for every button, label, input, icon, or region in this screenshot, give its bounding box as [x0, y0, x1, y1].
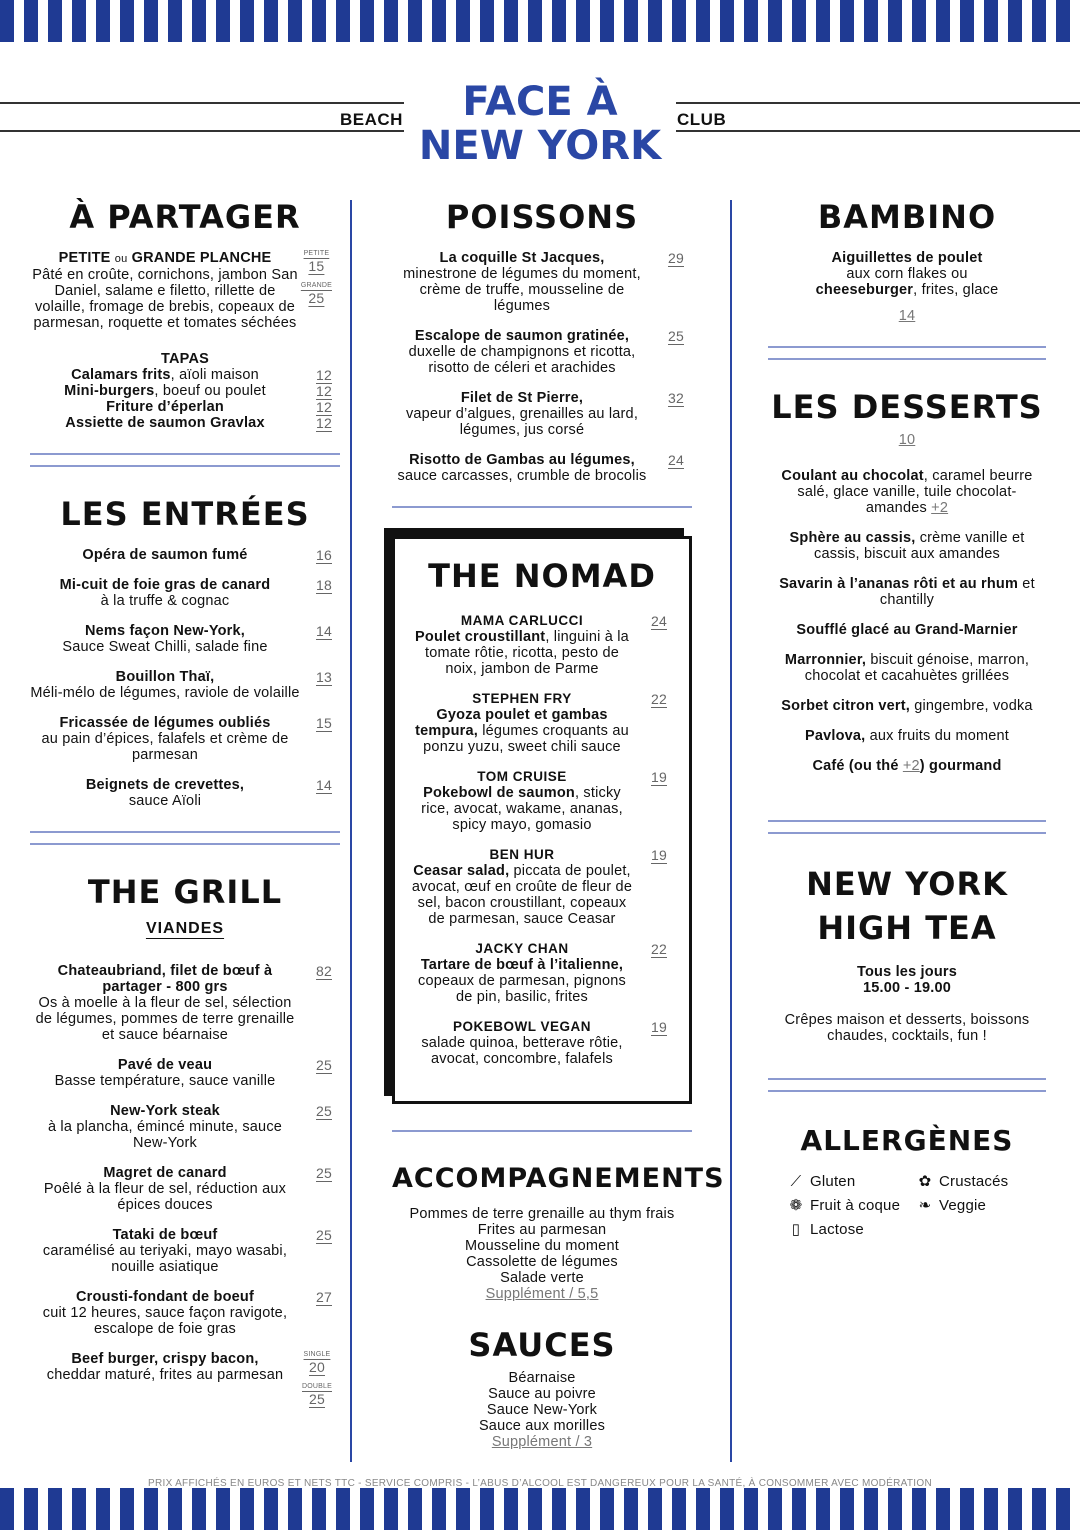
item-desc: minestrone de légumes du moment, crème de truffe, mousseline de légumes [403, 266, 641, 314]
nomad-name: Tartare de bœuf à l’italienne, [420, 957, 624, 973]
tapas-line [30, 399, 300, 415]
petite-price: 15 [308, 258, 325, 274]
hightea-hours: 15.00 - 19.00 [862, 980, 952, 996]
nomad-label: POKEBOWL VEGAN [452, 1019, 591, 1034]
item-desc: Poêlé à la fleur de sel, réduction aux épices douces [43, 1181, 287, 1213]
hightea-title1: NEW YORK [806, 865, 1008, 903]
item-desc: à la truffe & cognac [100, 593, 230, 609]
nomad-item [409, 847, 675, 927]
nomad-desc-line [409, 629, 635, 677]
nomad-desc-line [409, 785, 635, 833]
item-name: Risotto de Gambas au légumes, [409, 452, 635, 468]
allergene-label: Crustacés [939, 1173, 1009, 1190]
item-price: 16 [316, 547, 332, 563]
nomad-item [409, 769, 675, 833]
item-name: Magret de canard [103, 1165, 227, 1181]
allergene-item [917, 1198, 1046, 1214]
grande-label: GRANDE [300, 282, 332, 289]
nomad-box [392, 536, 692, 1104]
item-price: 25 [316, 1103, 332, 1119]
menu-item [30, 577, 340, 609]
burger-prices [302, 1351, 332, 1407]
item-price: 22 [651, 691, 667, 707]
column-right [768, 198, 1046, 1238]
item-price: 25 [316, 1165, 332, 1181]
header-line [0, 102, 404, 104]
item-name: Pavé de veau [117, 1057, 213, 1073]
item-price: 14 [316, 623, 332, 639]
section-title-nomad: THE NOMAD [428, 557, 656, 595]
menu-item [30, 1103, 340, 1151]
item-name: New-York steak [110, 1103, 220, 1119]
nomad-item [409, 1019, 675, 1067]
item-price: 13 [316, 669, 332, 685]
nomad-item [409, 941, 675, 1005]
bambino-name2: cheeseburger [815, 282, 914, 298]
dessert-name: Coulant au chocolat [781, 468, 924, 484]
section-separator [30, 831, 340, 845]
hightea-title2: HIGH TEA [817, 909, 997, 947]
dessert-item [768, 468, 1046, 516]
dessert-item [768, 698, 1046, 714]
allergene-label: Fruit à coque [810, 1197, 901, 1214]
top-stripe-border [0, 0, 1080, 42]
nomad-name: Poulet croustillant [415, 629, 546, 645]
item-price: 15 [316, 715, 332, 731]
dessert-desc: aux fruits du moment [865, 728, 1010, 744]
dessert-desc: crème vanille et cassis, biscuit aux amandes [814, 530, 1025, 562]
sauces-supplement: Supplément / 3 [491, 1434, 593, 1450]
poissons-list [392, 250, 692, 484]
header-line [676, 130, 1080, 132]
item-name: Filet de St Pierre, [460, 390, 584, 406]
cafe-gourmand [768, 758, 1046, 774]
allergene-label: Gluten [810, 1173, 856, 1190]
item-name: Mi-cuit de foie gras de canard [59, 577, 271, 593]
nomad-label: MAMA CARLUCCI [460, 613, 584, 628]
item-price: 22 [651, 941, 667, 957]
double-price: 25 [309, 1391, 325, 1407]
section-title-entrees: LES ENTRÉES [60, 495, 310, 533]
section-separator [768, 820, 1046, 834]
item-desc: duxelle de champignons et ricotta, risotto de céleri et arachides [408, 344, 636, 376]
column-middle [392, 198, 725, 1450]
tapas-desc: , boeuf ou poulet [154, 383, 266, 399]
menu-item [30, 1165, 340, 1213]
single-label: SINGLE [303, 1351, 331, 1358]
item-desc: caramélisé au teriyaki, mayo wasabi, nouille asiatique [42, 1243, 288, 1275]
menu-item [30, 1057, 340, 1089]
item-price: 12 [316, 399, 332, 415]
list-item: Salade verte [500, 1270, 584, 1286]
allergene-label: Lactose [810, 1221, 864, 1238]
tapas-desc: , aïoli maison [170, 367, 259, 383]
item-price: 19 [651, 769, 667, 785]
item-desc: cuit 12 heures, sauce façon ravigote, escalope de foie gras [42, 1305, 288, 1337]
section-separator [30, 453, 340, 467]
nomad-desc-line [409, 957, 635, 1005]
nomad-desc-line [409, 1035, 635, 1067]
item-name: Nems façon New-York, [84, 623, 246, 639]
item-price: 25 [668, 328, 684, 344]
section-title-allergenes: ALLERGÈNES [800, 1124, 1014, 1157]
item-name: La coquille St Jacques, [439, 250, 605, 266]
menu-item [392, 328, 692, 376]
menu-item [30, 623, 340, 655]
dessert-desc: et chantilly [879, 576, 1035, 608]
hightea-days: Tous les jours [856, 964, 958, 980]
item-price: 32 [668, 390, 684, 406]
menu-item [30, 1289, 340, 1337]
dessert-item [768, 728, 1046, 744]
menu-item [392, 390, 692, 438]
nomad-desc: piccata de poulet, avocat, œuf en croûte de fleur de sel, bacon croustillant, copeaux de parmesan, sauce Ceasar [411, 863, 633, 927]
nomad-label: JACKY CHAN [475, 941, 569, 956]
header-line [0, 130, 404, 132]
item-price: 29 [668, 250, 684, 266]
menu-item [30, 777, 340, 809]
menu-item-planche [30, 250, 340, 331]
item-name: Bouillon Thaï, [115, 669, 215, 685]
desserts-price: 10 [898, 432, 916, 448]
column-divider [350, 200, 352, 1462]
item-price: 24 [668, 452, 684, 468]
brand-logo [405, 80, 675, 168]
menu-item [392, 250, 692, 314]
nomad-item [409, 691, 675, 755]
item-price: 24 [651, 613, 667, 629]
double-label: DOUBLE [302, 1383, 332, 1390]
dessert-name: Sorbet citron vert, [781, 698, 910, 714]
tapas-name: Friture d’éperlan [106, 399, 224, 415]
tapas-item [30, 383, 340, 399]
nomad-desc: légumes croquants au ponzu yuzu, sweet chili sauce [423, 723, 629, 755]
nomad-desc: copeaux de parmesan, pignons de pin, basilic, frites [418, 973, 626, 1005]
cafe-text-a: Café (ou thé [812, 758, 903, 774]
allergene-item [788, 1174, 917, 1190]
bambino-price: 14 [898, 308, 916, 324]
item-desc: au pain d’épices, falafels et crème de parmesan [41, 731, 289, 763]
gluten-icon: ⟋ [790, 1173, 802, 1190]
grill-subtitle: VIANDES [145, 920, 225, 937]
menu-item [30, 715, 340, 763]
hightea-desc: Crêpes maison et desserts, boissons chaudes, cocktails, fun ! [784, 1012, 1030, 1044]
nomad-list [409, 613, 675, 1067]
menu-item [30, 669, 340, 701]
item-name: Escalope de saumon gratinée, [414, 328, 630, 344]
column-divider [730, 200, 732, 1462]
allergene-label: Veggie [939, 1197, 987, 1214]
bambino-desc2: , frites, glace [913, 282, 999, 298]
allergenes-list [768, 1174, 1046, 1238]
list-item: Mousseline du moment [465, 1238, 619, 1254]
bambino-desc1: aux corn flakes ou [846, 266, 968, 282]
nomad-label: TOM CRUISE [477, 769, 567, 784]
dessert-desc: , caramel beurre salé, glace vanille, tuile chocolat-amandes [797, 468, 1033, 516]
item-name: Fricassée de légumes oubliés [59, 715, 271, 731]
list-item: Pommes de terre grenaille au thym frais [409, 1206, 675, 1222]
desserts-list [768, 468, 1046, 744]
dessert-item [768, 530, 1046, 562]
section-title-sauces: SAUCES [468, 1326, 616, 1364]
nomad-item [409, 613, 675, 677]
tapas-title: TAPAS [161, 351, 209, 367]
grill-list [30, 963, 340, 1337]
tapas-item [30, 399, 340, 415]
tapas-line [30, 415, 300, 431]
item-price: 14 [316, 777, 332, 793]
tapas-item [30, 367, 340, 383]
nomad-desc: salade quinoa, betterave rôtie, avocat, concombre, falafels [421, 1035, 623, 1067]
accompagnements-supplement: Supplément / 5,5 [485, 1286, 599, 1302]
crustaces-icon: ✿ [918, 1173, 932, 1190]
nomad-desc: , sticky rice, avocat, wakame, ananas, spicy mayo, gomasio [421, 785, 623, 833]
petite-label: PETITE [303, 250, 330, 257]
nomad-name: Ceasar salad, [413, 863, 510, 879]
item-desc: Basse température, sauce vanille [54, 1073, 276, 1089]
item-price: 27 [316, 1289, 332, 1305]
dessert-extra: +2 [931, 500, 949, 516]
planche-grande: GRANDE PLANCHE [131, 250, 272, 266]
item-desc: Méli-mélo de légumes, raviole de volaille [30, 685, 300, 701]
item-desc: sauce Aïoli [128, 793, 202, 809]
section-title-grill: THE GRILL [87, 873, 283, 911]
section-title-hightea [768, 862, 1046, 950]
veggie-icon: ❧ [918, 1197, 932, 1214]
tapas-item [30, 415, 340, 431]
section-separator [392, 1130, 692, 1132]
item-name: Opéra de saumon fumé [82, 547, 248, 563]
nomad-desc-line [409, 863, 635, 927]
item-price: 19 [651, 847, 667, 863]
dessert-desc: gingembre, vodka [909, 698, 1033, 714]
item-desc: Sauce Sweat Chilli, salade fine [62, 639, 268, 655]
menu-item [30, 547, 340, 563]
section-title-poissons: POISSONS [445, 198, 639, 236]
brand-club: CLUB [677, 110, 727, 129]
tapas-name: Mini-burgers [64, 383, 155, 399]
item-price: 12 [316, 367, 332, 383]
dessert-name: Marronnier, [784, 652, 867, 668]
item-desc: vapeur d’algues, grenailles au lard, légumes, jus corsé [405, 406, 639, 438]
menu-item [30, 1227, 340, 1275]
tapas-line [30, 367, 300, 383]
menu-item [392, 452, 692, 484]
section-title-partager: À PARTAGER [69, 198, 301, 236]
column-left [30, 198, 340, 1407]
section-separator [768, 1078, 1046, 1092]
bottom-stripe-border [0, 1488, 1080, 1530]
item-name: Tataki de bœuf [112, 1227, 218, 1243]
item-price: 19 [651, 1019, 667, 1035]
footer-disclaimer: PRIX AFFICHÉS EN EUROS ET NETS TTC - SERVICE COMPRIS - L’ABUS D’ALCOOL EST DANGEREUX POUR LA SANTÉ, À CONSOMMER AVEC MODÉRATION [148, 1478, 932, 1489]
section-title-accompagnements: ACCOMPAGNEMENTS [392, 1163, 725, 1194]
dessert-name: Sphère au cassis, [789, 530, 916, 546]
planche-prices [301, 250, 332, 306]
planche-petite: PETITE [58, 250, 111, 266]
nomad-name: Gyoza poulet et gambas tempura, [415, 707, 608, 739]
planche-desc: Pâté en croûte, cornichons, jambon San Daniel, salame e filetto, rillette de volaille, fromage de brebis, copeaux de parmesan, roquette et tomates séchées [32, 267, 298, 331]
item-price: 82 [316, 963, 332, 979]
nomad-desc-line [409, 707, 635, 755]
allergene-item [788, 1222, 917, 1238]
allergene-item [788, 1198, 917, 1214]
tapas-block [30, 351, 340, 431]
planche-ou: ou [114, 253, 128, 265]
grande-price: 25 [308, 290, 325, 306]
section-title-bambino: BAMBINO [817, 198, 997, 236]
tapas-list [30, 367, 340, 431]
dessert-item [768, 652, 1046, 684]
nomad-label: STEPHEN FRY [472, 691, 572, 706]
nomad-label: BEN HUR [489, 847, 555, 862]
bambino-item [768, 250, 1046, 324]
accompagnements-list [392, 1206, 692, 1286]
header-line [676, 102, 1080, 104]
section-title-desserts: LES DESSERTS [771, 388, 1043, 426]
logo-line2: NEW YORK [418, 123, 662, 169]
item-price: 25 [316, 1227, 332, 1243]
dessert-name: Soufflé glacé au Grand-Marnier [796, 622, 1018, 638]
tapas-name: Calamars frits [71, 367, 171, 383]
tapas-name: Assiette de saumon Gravlax [65, 415, 265, 431]
list-item: Cassolette de légumes [466, 1254, 618, 1270]
item-name: Crousti-fondant de boeuf [76, 1289, 254, 1305]
tapas-line [30, 383, 300, 399]
item-desc: Os à moelle à la fleur de sel, sélection de légumes, pommes de terre grenaille et sauce béarnaise [35, 995, 295, 1043]
item-desc: à la plancha, émincé minute, sauce New-York [47, 1119, 283, 1151]
section-separator [392, 506, 692, 508]
cafe-text-b: ) gourmand [919, 758, 1002, 774]
bambino-name: Aiguillettes de poulet [831, 250, 983, 266]
brand-beach: BEACH [340, 110, 403, 129]
dessert-item [768, 576, 1046, 608]
item-price: 18 [316, 577, 332, 593]
list-item: Frites au parmesan [477, 1222, 607, 1238]
dessert-name: Pavlova, [804, 728, 866, 744]
dessert-item [768, 622, 1046, 638]
burger-desc: cheddar maturé, frites au parmesan [46, 1367, 284, 1383]
dessert-desc: biscuit génoise, marron, chocolat et cacahuètes grillées [804, 652, 1030, 684]
menu-item-burger [30, 1351, 340, 1407]
dessert-name: Savarin à l’ananas rôti et au rhum [779, 576, 1019, 592]
allergene-item [917, 1174, 1046, 1190]
burger-name: Beef burger, crispy bacon, [71, 1351, 259, 1367]
logo-line1: FACE À [462, 79, 618, 125]
list-item: Sauce New-York [486, 1402, 598, 1418]
item-name: Beignets de crevettes, [85, 777, 245, 793]
fruit-a-coque-icon: ❁ [789, 1197, 803, 1214]
nomad-desc: , linguini à la tomate rôtie, ricotta, pesto de noix, jambon de Parme [425, 629, 629, 677]
item-price: 25 [316, 1057, 332, 1073]
menu-item [30, 963, 340, 1043]
item-name: Chateaubriand, filet de bœuf à partager - 800 grs [57, 963, 273, 995]
item-price: 12 [316, 415, 332, 431]
item-desc: sauce carcasses, crumble de brocolis [397, 468, 647, 484]
list-item: Béarnaise [508, 1370, 576, 1386]
nomad-name: Pokebowl de saumon [423, 785, 575, 801]
section-separator [768, 346, 1046, 360]
item-price: 12 [316, 383, 332, 399]
single-price: 20 [309, 1359, 325, 1375]
entrees-list [30, 547, 340, 809]
sauces-list [392, 1370, 692, 1434]
cafe-extra: +2 [902, 758, 920, 774]
list-item: Sauce aux morilles [478, 1418, 606, 1434]
list-item: Sauce au poivre [488, 1386, 596, 1402]
lactose-icon: ▯ [791, 1221, 801, 1238]
